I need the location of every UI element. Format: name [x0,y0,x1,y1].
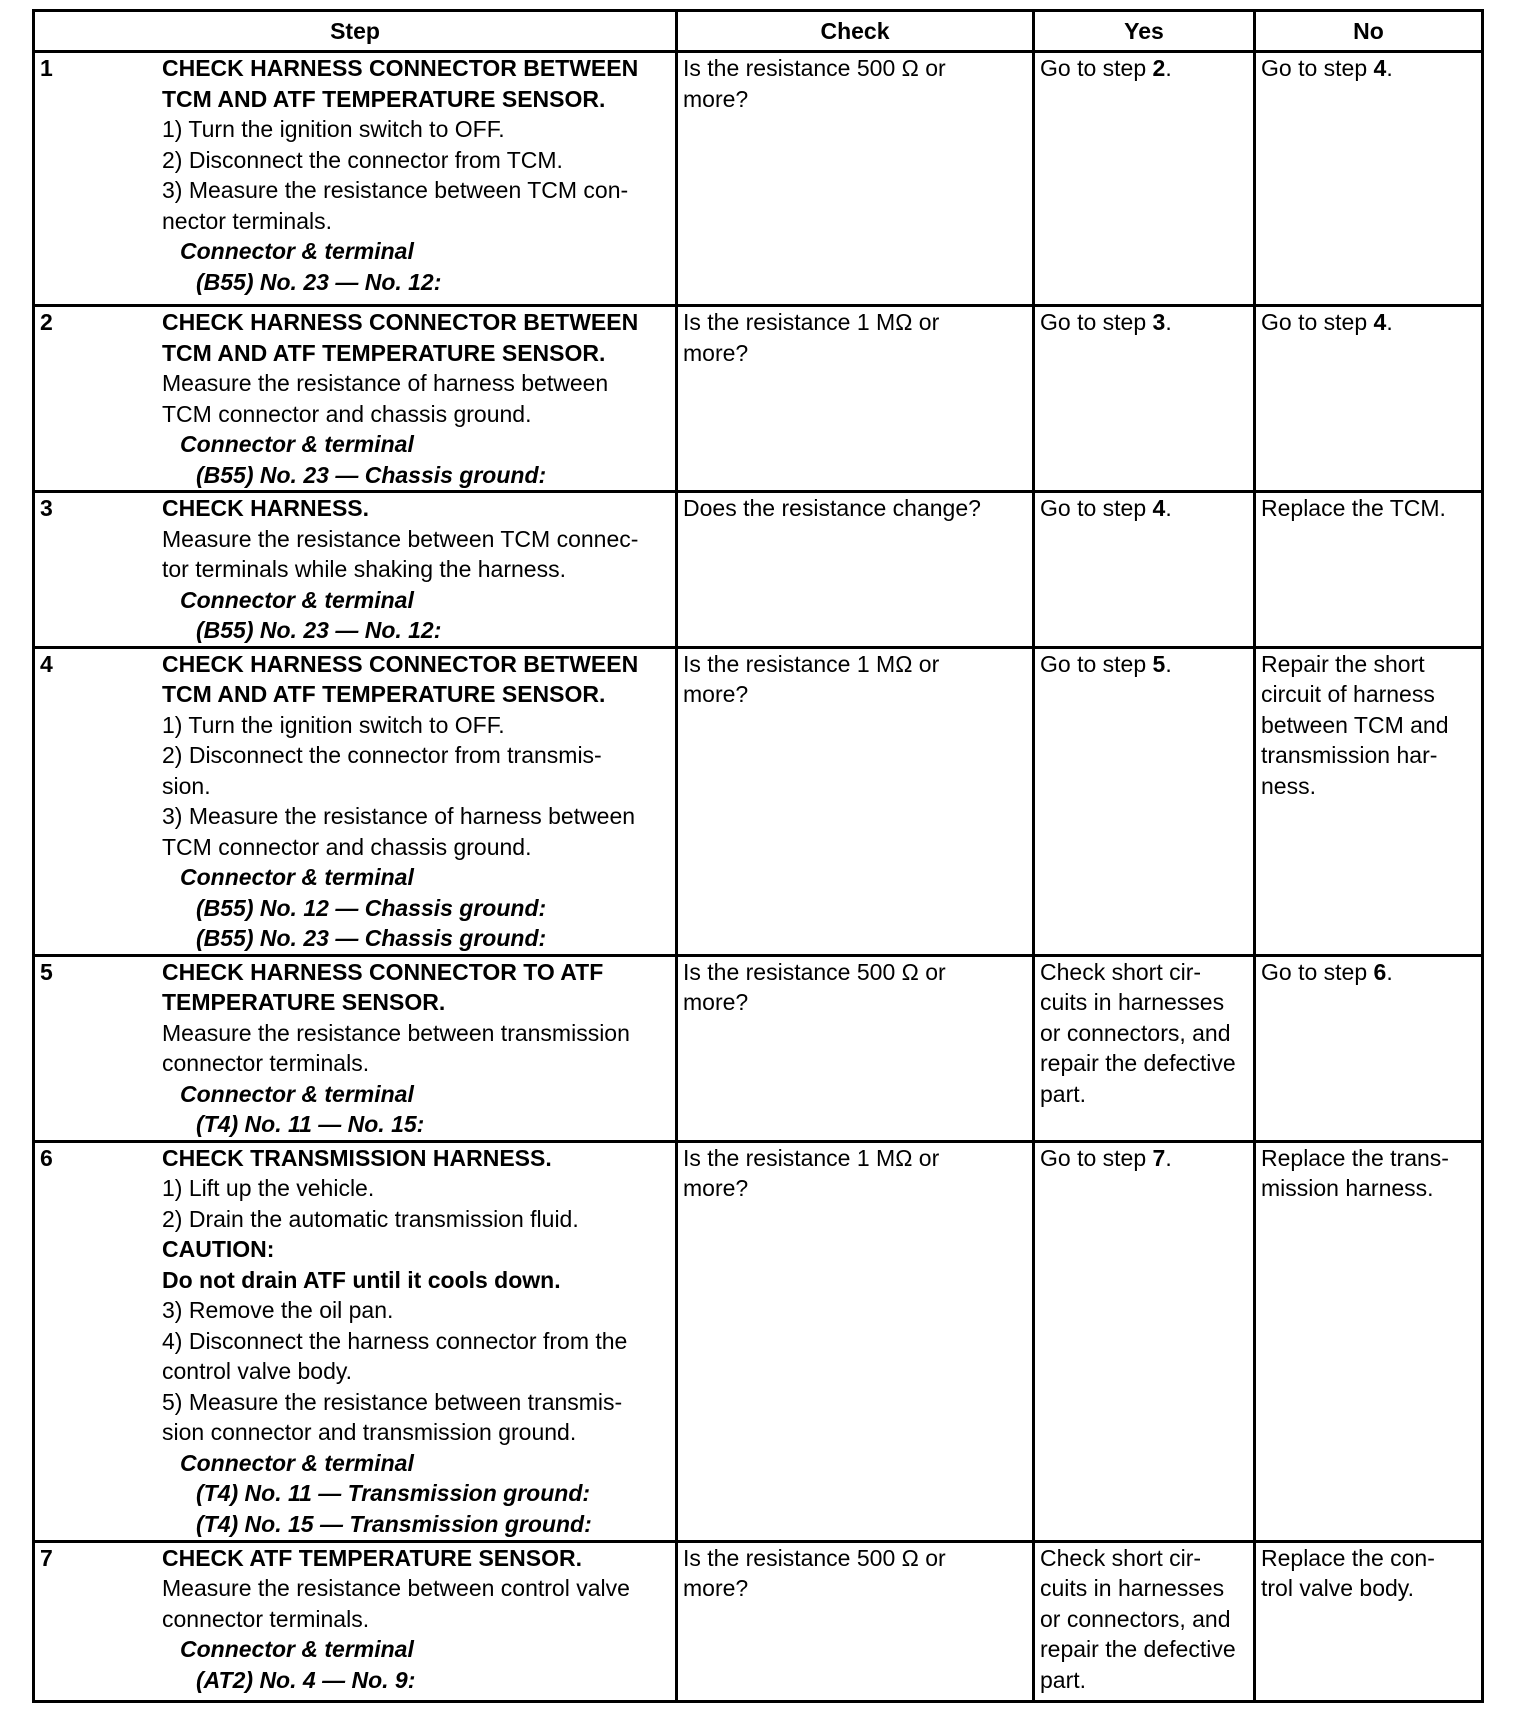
table-row [34,52,1483,306]
step-instruction: 3) Measure the resistance of harness between [162,803,636,829]
step-ref: 4 [1152,495,1166,521]
step-body [162,1143,671,1540]
yes-cell [1034,1141,1255,1541]
step-number: 5 [40,958,53,985]
table-row [34,1141,1483,1541]
step-instruction: Measure the resistance between TCM connec- [162,525,639,552]
no-line: Repair the short [1261,650,1425,677]
yes-line: repair the defective [1040,1050,1236,1076]
no-cell [1255,955,1483,1141]
connector-terminal-label: Connector & terminal [180,864,414,890]
no-line: between TCM and [1261,711,1449,738]
terminal-spec: (B55) No. 23 — No. 12: [196,617,442,643]
step-wrap [40,1543,671,1696]
yes-line: Check short cir- [1040,958,1202,985]
yes-text: Go to step 7. [1040,1144,1172,1171]
check-cell [677,492,1034,648]
check-cell [677,1141,1034,1541]
terminal-spec: (B55) No. 23 — No. 12: [196,268,442,295]
check-cell [677,647,1034,955]
no-cell [1255,1541,1483,1701]
no-line: trol valve body. [1261,1575,1414,1601]
no-cell [1255,1141,1483,1541]
step-instruction: connector terminals. [162,1050,370,1076]
step-instruction: tor terminals while shaking the harness. [162,556,566,582]
table-body [34,52,1483,1702]
step-number: 2 [40,309,53,335]
yes-cell [1034,1541,1255,1701]
step-ref: 2 [1152,55,1166,81]
step-instruction: sion connector and transmission ground. [162,1419,577,1445]
yes-cell [1034,306,1255,492]
check-question: more? [683,85,749,112]
terminal-spec: (AT2) No. 4 — No. 9: [196,1666,416,1693]
step-ref: 4 [1373,309,1387,335]
step-instruction: connector terminals. [162,1605,370,1632]
table-header [34,11,1483,52]
step-instruction: 1) Turn the ignition switch to OFF. [162,711,505,738]
yes-cell [1034,52,1255,306]
step-instruction: 1) Turn the ignition switch to OFF. [162,116,505,142]
terminal-spec: (T4) No. 15 — Transmission ground: [196,1510,592,1537]
check-question: more? [683,989,749,1015]
step-instruction: 2) Disconnect the connector from transmis- [162,742,602,768]
header-step: Step [34,11,677,52]
step-instruction: Measure the resistance between control valve [162,1575,630,1601]
step-title: TCM AND ATF TEMPERATURE SENSOR. [162,339,606,366]
no-text: Go to step 4. [1261,309,1393,335]
step-number: 6 [40,1144,53,1171]
connector-terminal-label: Connector & terminal [180,238,414,264]
step-instruction: 5) Measure the resistance between transmis- [162,1388,623,1415]
step-instruction: sion. [162,772,211,799]
connector-terminal-label: Connector & terminal [180,1080,414,1107]
step-instruction: 3) Measure the resistance between TCM con- [162,177,629,203]
step-number: 7 [40,1544,53,1571]
check-cell [677,52,1034,306]
table-row [34,492,1483,648]
yes-line: repair the defective [1040,1636,1236,1662]
header-row [34,11,1483,52]
step-instruction: 1) Lift up the vehicle. [162,1175,375,1201]
terminal-spec: (B55) No. 23 — Chassis ground: [196,461,547,488]
step-wrap [40,493,671,646]
table-row [34,1541,1483,1701]
no-line: transmission har- [1261,742,1438,768]
yes-line: or connectors, and [1040,1019,1231,1046]
yes-line: cuits in harnesses [1040,989,1225,1015]
terminal-spec: (T4) No. 11 — Transmission ground: [196,1480,591,1506]
yes-text: Go to step 2. [1040,55,1172,81]
check-cell [677,1541,1034,1701]
step-instruction: control valve body. [162,1358,353,1384]
step-cell [34,955,677,1141]
step-wrap [40,649,671,954]
no-text: Go to step 6. [1261,958,1393,985]
no-line: Replace the con- [1261,1544,1435,1571]
step-ref: 6 [1373,958,1387,985]
step-title: CHECK HARNESS CONNECTOR BETWEEN [162,309,639,335]
step-title: CHECK HARNESS. [162,495,370,521]
step-cell [34,647,677,955]
check-question: more? [683,681,749,707]
step-wrap [40,1143,671,1540]
step-ref: 3 [1152,309,1166,335]
step-body [162,53,671,297]
header-no: No [1255,11,1483,52]
yes-text: Go to step 4. [1040,495,1172,521]
step-ref: 5 [1152,650,1166,677]
check-question: Is the resistance 1 MΩ or [683,1144,940,1171]
header-yes: Yes [1034,11,1255,52]
step-wrap [40,307,671,490]
no-cell [1255,306,1483,492]
step-instruction: TCM connector and chassis ground. [162,833,532,860]
step-cell [34,1541,677,1701]
no-line: mission harness. [1261,1175,1434,1201]
check-cell [677,306,1034,492]
terminal-spec: (T4) No. 11 — No. 15: [196,1111,425,1137]
step-instruction: 2) Disconnect the connector from TCM. [162,146,563,173]
yes-text: Go to step 5. [1040,650,1172,677]
check-question: Is the resistance 1 MΩ or [683,650,940,677]
no-line: ness. [1261,772,1316,799]
step-number: 3 [40,495,53,521]
no-line: Replace the trans- [1261,1144,1449,1171]
header-check: Check [677,11,1034,52]
step-body [162,307,671,490]
step-body [162,493,671,646]
check-question: Does the resistance change? [683,495,981,521]
yes-text: Go to step 3. [1040,309,1172,335]
step-instruction: Measure the resistance of harness between [162,370,609,396]
step-cell [34,1141,677,1541]
check-question: more? [683,1575,749,1601]
check-question: Is the resistance 500 Ω or [683,958,946,985]
caution-text: Do not drain ATF until it cools down. [162,1266,561,1293]
step-wrap [40,53,671,297]
step-instruction: TCM connector and chassis ground. [162,400,532,427]
check-question: Is the resistance 500 Ω or [683,55,946,81]
connector-terminal-label: Connector & terminal [180,431,414,457]
yes-cell [1034,492,1255,648]
table-row [34,306,1483,492]
step-number: 1 [40,55,53,81]
check-cell [677,955,1034,1141]
step-title: TEMPERATURE SENSOR. [162,989,446,1015]
step-wrap [40,957,671,1140]
check-question: Is the resistance 1 MΩ or [683,309,940,335]
table-row [34,647,1483,955]
connector-terminal-label: Connector & terminal [180,586,414,613]
no-cell [1255,492,1483,648]
yes-line: cuits in harnesses [1040,1575,1225,1601]
step-title: CHECK ATF TEMPERATURE SENSOR. [162,1544,582,1571]
step-instruction: nector terminals. [162,207,333,234]
step-title: CHECK TRANSMISSION HARNESS. [162,1144,552,1171]
no-line: Replace the TCM. [1261,495,1446,521]
check-question: more? [683,339,749,366]
step-instruction: 3) Remove the oil pan. [162,1297,394,1323]
diagnostic-table [32,9,1484,1703]
connector-terminal-label: Connector & terminal [180,1449,414,1476]
step-instruction: Measure the resistance between transmission [162,1019,630,1046]
yes-line: Check short cir- [1040,1544,1202,1571]
step-cell [34,492,677,648]
step-title: TCM AND ATF TEMPERATURE SENSOR. [162,85,606,112]
no-line: circuit of harness [1261,681,1435,707]
step-cell [34,52,677,306]
step-title: TCM AND ATF TEMPERATURE SENSOR. [162,681,606,707]
check-question: more? [683,1175,749,1201]
step-title: CHECK HARNESS CONNECTOR TO ATF [162,958,604,985]
terminal-spec: (B55) No. 12 — Chassis ground: [196,894,547,921]
yes-cell [1034,647,1255,955]
step-ref: 7 [1152,1144,1166,1171]
no-cell [1255,52,1483,306]
no-cell [1255,647,1483,955]
step-ref: 4 [1373,55,1387,81]
yes-line: or connectors, and [1040,1605,1231,1632]
step-body [162,649,671,954]
yes-cell [1034,955,1255,1141]
step-body [162,957,671,1140]
table-row [34,955,1483,1141]
terminal-spec: (B55) No. 23 — Chassis ground: [196,925,547,951]
caution-text: CAUTION: [162,1236,275,1262]
no-text: Go to step 4. [1261,55,1393,81]
check-question: Is the resistance 500 Ω or [683,1544,946,1571]
yes-line: part. [1040,1080,1087,1107]
step-title: CHECK HARNESS CONNECTOR BETWEEN [162,55,639,81]
connector-terminal-label: Connector & terminal [180,1636,414,1662]
step-body [162,1543,671,1696]
step-cell [34,306,677,492]
step-title: CHECK HARNESS CONNECTOR BETWEEN [162,650,639,677]
step-number: 4 [40,650,53,677]
step-instruction: 2) Drain the automatic transmission fluid. [162,1205,579,1232]
step-instruction: 4) Disconnect the harness connector from the [162,1327,628,1354]
yes-line: part. [1040,1666,1087,1693]
